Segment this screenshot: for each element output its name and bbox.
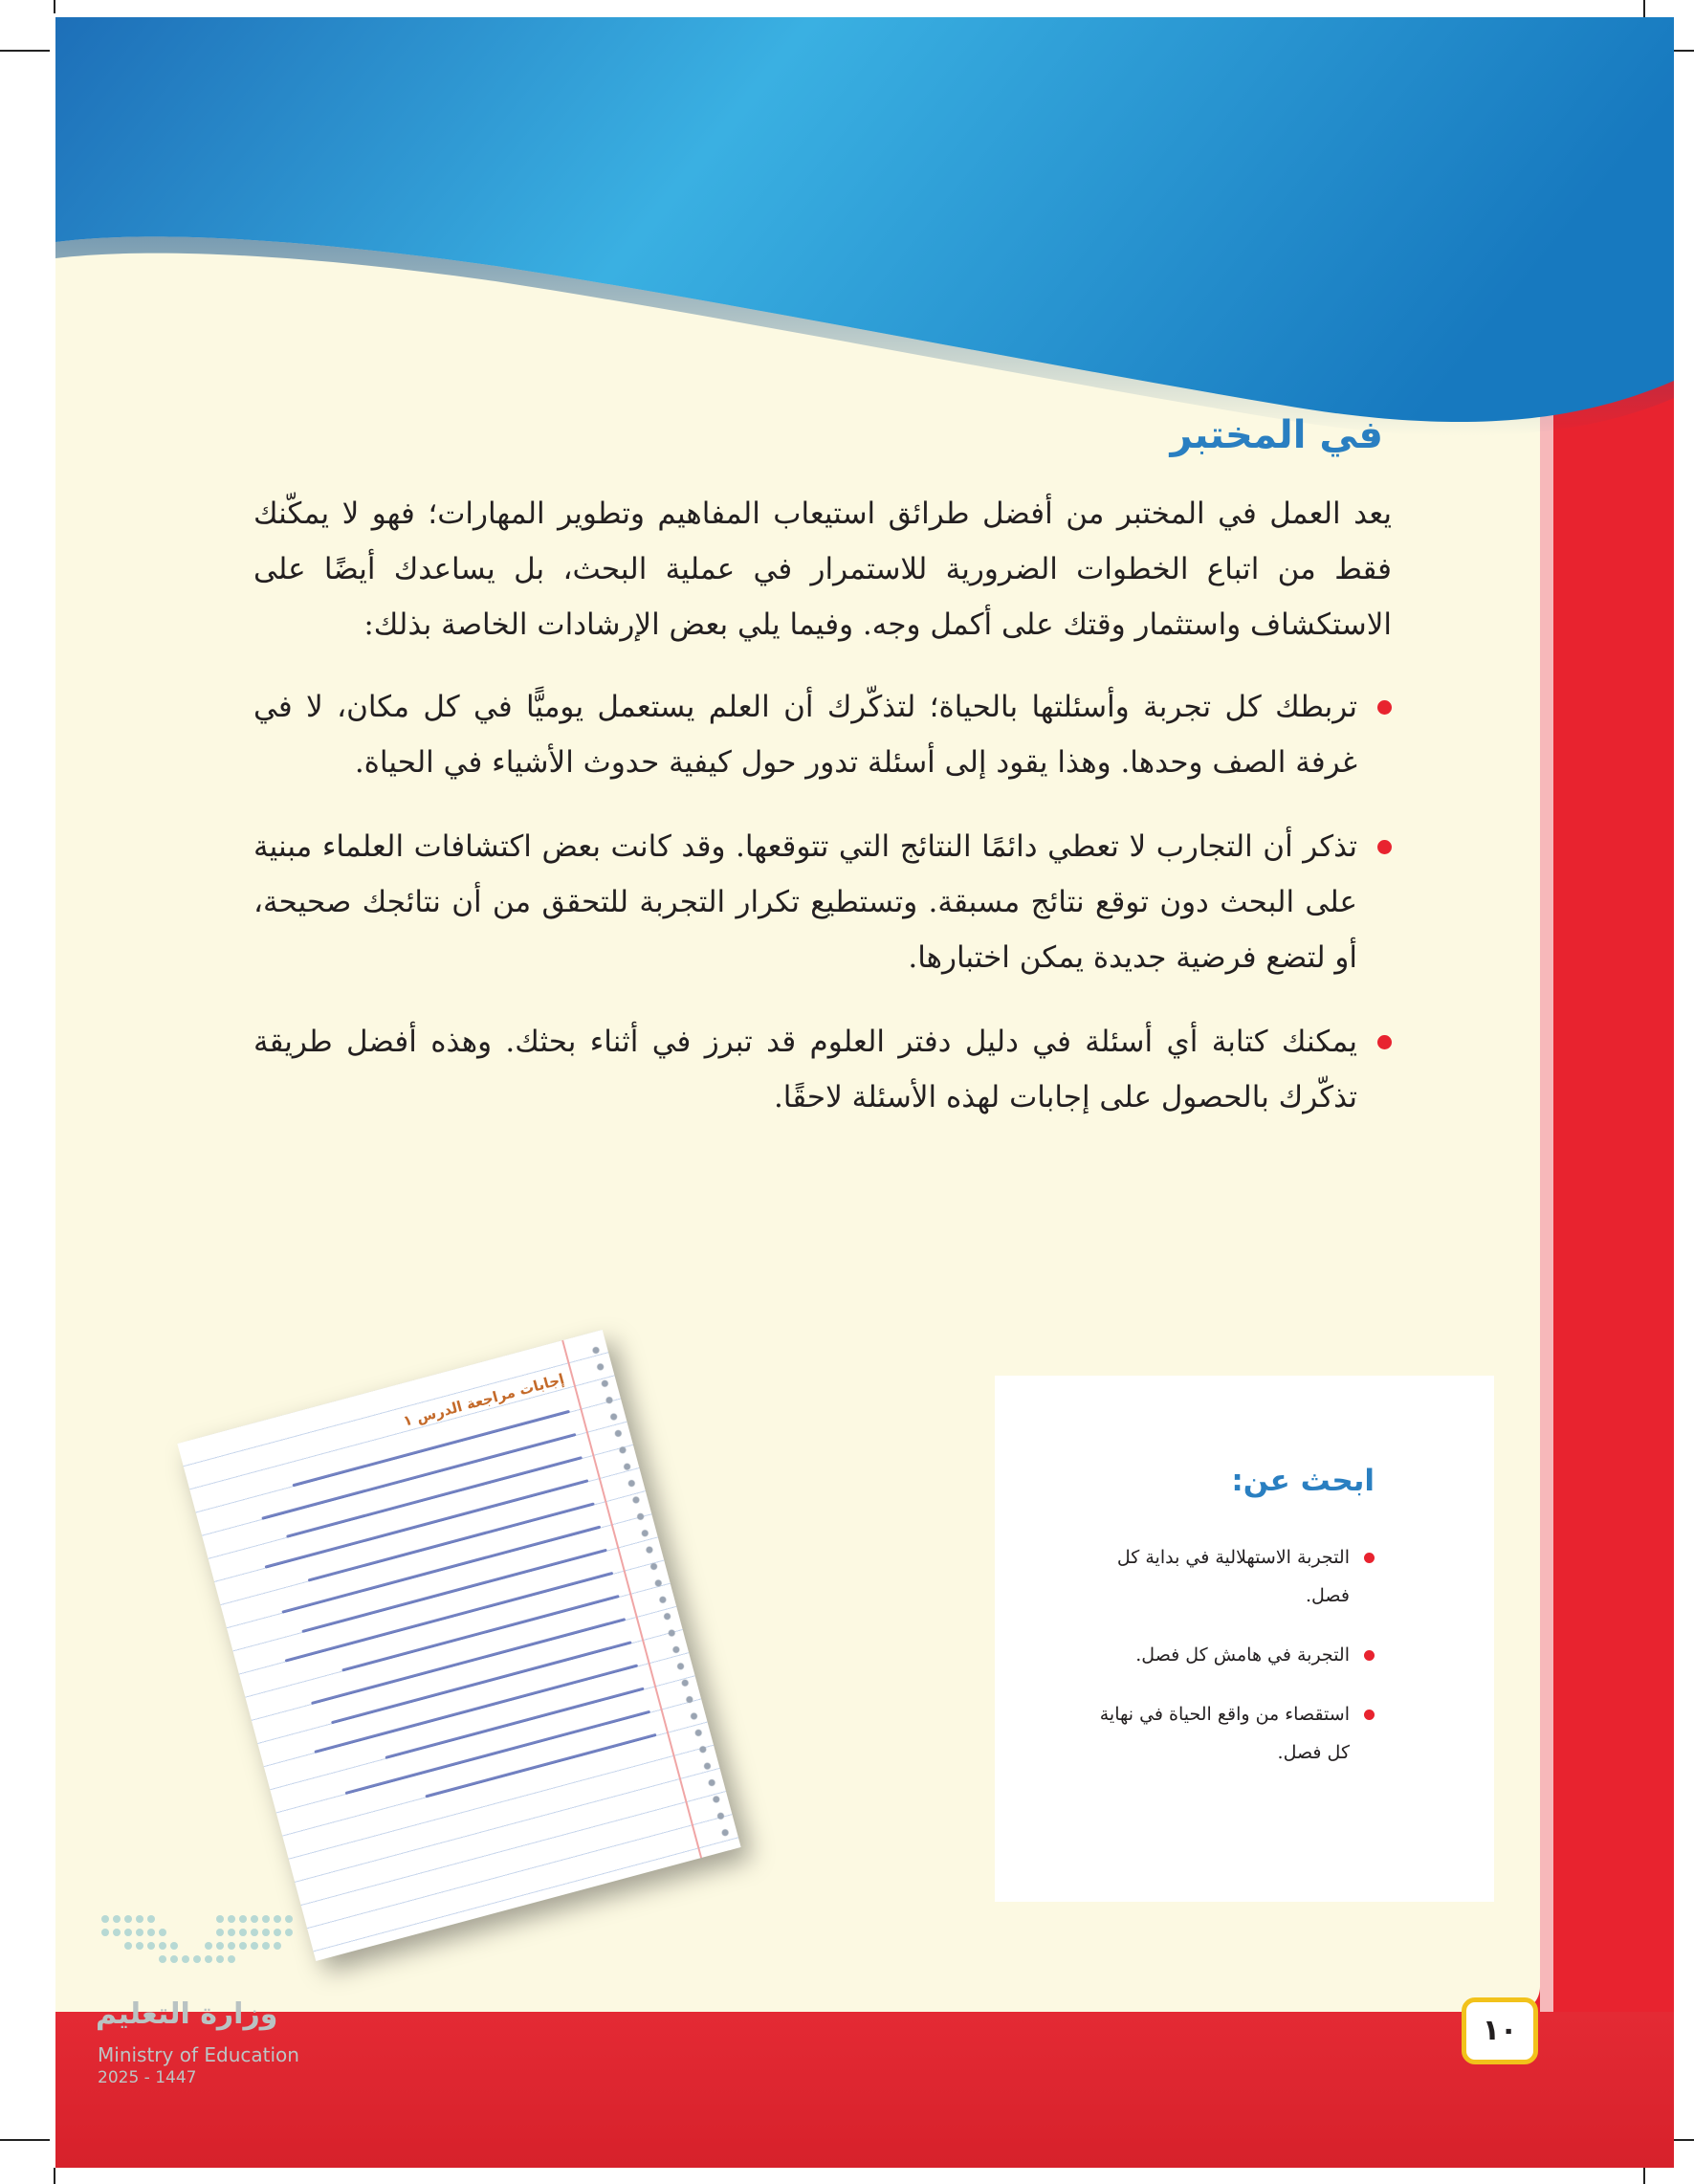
handwriting-line xyxy=(301,1549,607,1633)
bullet-icon xyxy=(1364,1553,1375,1563)
guidelines-list xyxy=(253,679,1392,1154)
intro-paragraph: يعد العمل في المختبر من أفضل طرائق استيعاب المفاهيم وتطوير المهارات؛ فهو لا يمكّنك فقط من اتباع الخطوات الضرورية للاستمرار في عملية البحث، بل يساعدك أيضًا على الاستكشاف واستثمار وقتك على أكمل وجه. وفيما يلي بعض الإرشادات الخاصة بذلك: xyxy=(253,496,1392,642)
ministry-name-english: Ministry of Education xyxy=(98,2043,299,2066)
crop-mark xyxy=(0,2139,50,2141)
notebook-title: إجابات مراجعة الدرس ١ xyxy=(401,1370,566,1430)
list-item xyxy=(1088,1636,1375,1674)
bullet-icon xyxy=(1377,840,1392,854)
list-item xyxy=(253,819,1392,985)
bullet-icon xyxy=(1364,1650,1375,1661)
list-item-text: تربطك كل تجربة وأسئلتها بالحياة؛ لتذكّرك أن العلم يستعمل يوميًّا في كل مكان، لا في غرفة الصف وحدها. وهذا يقود إلى أسئلة تدور حول كيفية حدوث الأشياء في الحياة. xyxy=(253,690,1357,780)
search-box xyxy=(995,1376,1494,1902)
ministry-name-arabic: وزارة التعليم xyxy=(96,1997,278,2031)
edition-year: 2025 - 1447 xyxy=(98,2068,197,2087)
handwriting-line xyxy=(285,1572,614,1663)
bullet-icon xyxy=(1377,1035,1392,1049)
page-number: ١٠ xyxy=(1462,1997,1538,2064)
search-box-title: ابحث عن: xyxy=(1231,1464,1375,1498)
crop-mark xyxy=(0,50,50,52)
handwriting-line xyxy=(331,1641,632,1724)
handwriting-line xyxy=(345,1710,651,1795)
panel-edge xyxy=(1540,381,1553,2012)
section-title: في المختبر xyxy=(1170,413,1383,457)
list-item-text: تذكر أن التجارب لا تعطي دائمًا النتائج التي تتوقعها. وقد كانت بعض اكتشافات العلماء مبنية على البحث دون توقع نتائج مسبقة. وتستطيع تكرار التجربة للتحقق من أن نتائجك صحيحة، أو لتضع فرضية جديدة يمكن اختبارها. xyxy=(253,829,1357,975)
crop-mark xyxy=(54,0,55,13)
handwriting-line xyxy=(265,1479,589,1568)
ministry-logo-icon xyxy=(96,1911,306,1978)
handwriting-line xyxy=(286,1456,583,1538)
list-item-text: التجربة الاستهلالية في بداية كل فصل. xyxy=(1116,1547,1350,1606)
handwriting-line xyxy=(425,1733,656,1798)
list-item xyxy=(1088,1695,1375,1772)
crop-mark xyxy=(54,2168,55,2184)
list-item-text: التجربة في هامش كل فصل. xyxy=(1135,1644,1350,1666)
bullet-icon xyxy=(1364,1710,1375,1720)
handwriting-line xyxy=(314,1664,638,1753)
header-wave xyxy=(55,17,1674,438)
list-item-text: استقصاء من واقع الحياة في نهاية كل فصل. xyxy=(1099,1704,1350,1763)
handwriting-line xyxy=(261,1433,576,1520)
search-box-list xyxy=(1088,1538,1375,1793)
bullet-icon xyxy=(1377,700,1392,715)
list-item xyxy=(253,1014,1392,1125)
bottom-band xyxy=(55,2012,1674,2168)
handwriting-line xyxy=(281,1526,601,1614)
list-item xyxy=(1088,1538,1375,1615)
list-item-text: يمكنك كتابة أي أسئلة في دليل دفتر العلوم قد تبرز في أثناء بحثك. وهذه أفضل طريقة تذكّرك بالحصول على إجابات لهذه الأسئلة لاحقًا. xyxy=(253,1025,1357,1114)
list-item xyxy=(253,679,1392,790)
handwriting-line xyxy=(311,1618,626,1705)
